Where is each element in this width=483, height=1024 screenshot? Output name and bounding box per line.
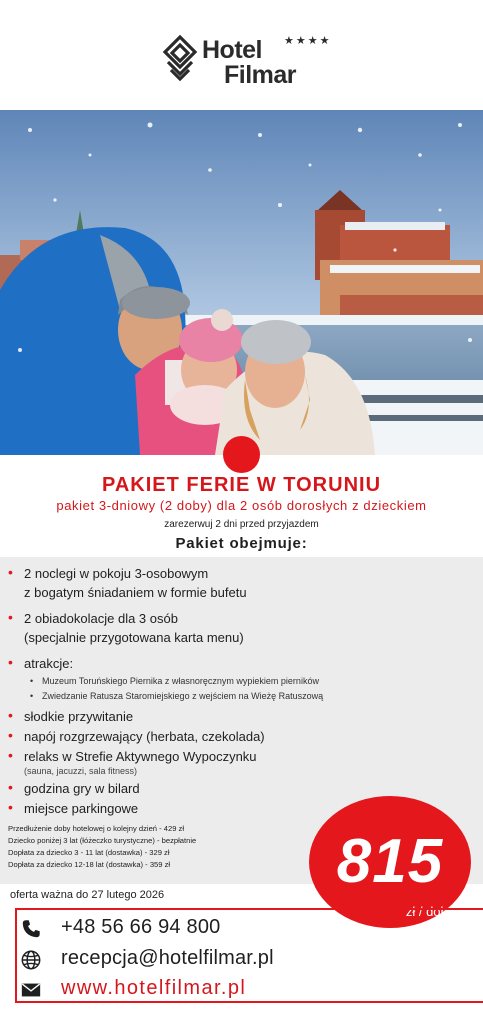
list-item: [8, 564, 408, 602]
item-text: atrakcje:: [24, 656, 74, 671]
phone-number[interactable]: +48 56 66 94 800: [61, 916, 221, 938]
extra-fees: [8, 823, 308, 871]
globe-icon: [20, 949, 42, 971]
list-item: [8, 779, 408, 798]
price-unit: zł / doba: [405, 904, 455, 919]
envelope-icon: [20, 979, 42, 1001]
website-link[interactable]: www.hotelfilmar.pl: [61, 977, 247, 999]
logo-stars: ★★★★: [284, 35, 332, 47]
item-text: z bogatym śniadaniem w formie bufetu: [24, 585, 247, 600]
list-item: [8, 609, 408, 647]
list-item: [8, 727, 408, 746]
fee-line: Dopłata za dziecko 12-18 lat (dostawka) - 359 zł: [8, 860, 171, 869]
item-text: godzina gry w bilard: [24, 781, 140, 796]
attractions-list: [24, 674, 408, 704]
email-address[interactable]: recepcja@hotelfilmar.pl: [61, 947, 274, 969]
contact-website-row[interactable]: [17, 977, 477, 1003]
logo-word-filmar: Filmar: [224, 61, 297, 89]
contact-box: [15, 908, 483, 1003]
item-text: 2 obiadokolacje dla 3 osób: [24, 611, 178, 626]
item-text: słodkie przywitanie: [24, 709, 134, 724]
phone-icon: [20, 918, 42, 940]
fee-line: Dziecko poniżej 3 lat (łóżeczko turystyczne) - bezpłatnie: [8, 836, 197, 845]
offer-title: PAKIET FERIE W TORUNIU: [101, 474, 382, 496]
item-text: (specjalnie przygotowana karta menu): [24, 630, 244, 645]
item-text: miejsce parkingowe: [24, 801, 139, 816]
offer-validity: oferta ważna do 27 lutego 2026: [10, 889, 165, 901]
winter-family-photo: [0, 110, 483, 455]
list-item: [8, 707, 408, 726]
package-list: [8, 564, 408, 818]
hotel-logo: [160, 34, 330, 90]
decorative-red-dot: [223, 436, 260, 473]
list-item: [8, 747, 408, 777]
offer-subtitle: pakiet 3-dniowy (2 doby) dla 2 osób dorosłych z dzieckiem: [56, 498, 427, 513]
includes-heading: Pakiet obejmuje:: [175, 535, 308, 552]
item-text: 2 noclegi w pokoju 3-osobowym: [24, 566, 209, 581]
item-text: relaks w Strefie Aktywnego Wypoczynku: [24, 749, 257, 764]
fee-line: Przedłużenie doby hotelowej o kolejny dzień - 429 zł: [8, 824, 185, 833]
booking-note: zarezerwuj 2 dni przed przyjazdem: [164, 519, 319, 530]
fee-line: Dopłata za dziecko 3 - 11 lat (dostawka) - 329 zł: [8, 848, 170, 857]
hotel-logo-icon: [160, 34, 200, 86]
item-detail: (sauna, jacuzzi, sala fitness): [24, 766, 138, 776]
logo-word-hotel: Hotel: [202, 36, 262, 64]
attraction-item: • Zwiedzanie Ratusza Staromiejskiego z wejściem na Wieżę Ratuszową: [30, 689, 408, 704]
price-value: 815: [336, 827, 444, 896]
contact-email-row[interactable]: [17, 947, 477, 973]
attraction-item: • Muzeum Toruńskiego Piernika z własnoręcznym wypiekiem pierników: [30, 674, 408, 689]
item-text: napój rozgrzewający (herbata, czekolada): [24, 729, 265, 744]
contact-phone-row[interactable]: [17, 916, 477, 942]
list-item: [8, 654, 408, 704]
